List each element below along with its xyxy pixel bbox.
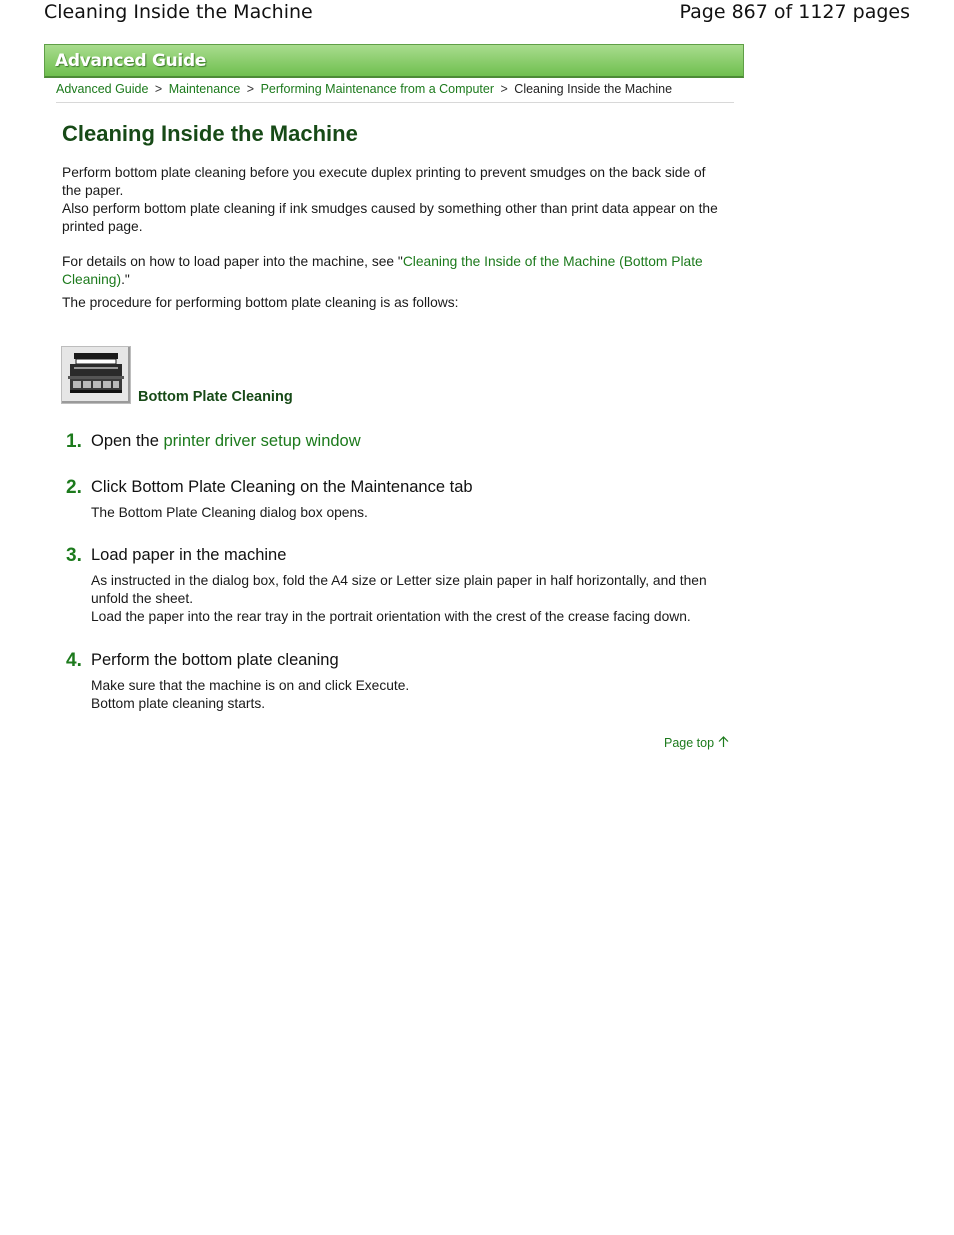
step-title: Open the printer driver setup window: [91, 432, 361, 450]
breadcrumb-separator: >: [154, 82, 163, 96]
breadcrumb-link-performing-maintenance[interactable]: Performing Maintenance from a Computer: [260, 82, 495, 96]
breadcrumb-link-maintenance[interactable]: Maintenance: [168, 82, 241, 96]
banner-label: Advanced Guide: [55, 51, 207, 71]
step-number: 2.: [66, 477, 82, 498]
step-number: 1.: [66, 431, 82, 452]
details-suffix: .": [121, 272, 130, 287]
intro-paragraph-2: Also perform bottom plate cleaning if ink smudges caused by something other than print data appear on the printed page.: [62, 201, 718, 234]
page-counter: Page 867 of 1127 pages: [679, 1, 910, 23]
arrow-up-icon: [718, 736, 729, 748]
step-title: Perform the bottom plate cleaning: [91, 651, 339, 669]
procedure-intro: The procedure for performing bottom plate cleaning is as follows:: [62, 295, 459, 310]
page-top-link[interactable]: [664, 736, 729, 750]
section-heading: Bottom Plate Cleaning: [138, 389, 293, 405]
document-title: Cleaning Inside the Machine: [44, 1, 313, 23]
bottom-plate-cleaning-link[interactable]: Cleaning the Inside of the Machine (Bottom Plate Cleaning): [62, 254, 703, 287]
breadcrumb-separator: >: [246, 82, 255, 96]
step-description: Make sure that the machine is on and click Execute. Bottom plate cleaning starts.: [91, 678, 410, 711]
details-prefix: For details on how to load paper into the machine, see ": [62, 254, 403, 269]
article-body: [62, 164, 727, 312]
printer-icon-graphic: [62, 347, 130, 403]
intro-paragraph-1: Perform bottom plate cleaning before you execute duplex printing to prevent smudges on the back side of the paper.: [62, 165, 706, 198]
page-title: Cleaning Inside the Machine: [62, 121, 358, 146]
printer-maintenance-icon: [61, 346, 131, 404]
page-top-label: Page top: [664, 736, 715, 750]
advanced-guide-banner: [44, 44, 744, 78]
printer-driver-setup-link[interactable]: printer driver setup window: [163, 432, 361, 450]
breadcrumb-link-advanced-guide[interactable]: Advanced Guide: [56, 82, 149, 96]
step-number: 4.: [66, 650, 82, 671]
step-title: Load paper in the machine: [91, 546, 287, 564]
breadcrumb-current: Cleaning Inside the Machine: [514, 82, 673, 96]
breadcrumb-separator: >: [500, 82, 508, 96]
step-description: The Bottom Plate Cleaning dialog box opens.: [91, 505, 368, 520]
step-description: As instructed in the dialog box, fold the A4 size or Letter size plain paper in half horizontally, and then unfold the sheet. Load the paper into the rear tray in the portrait orientation with the crest of the crease facing down.: [91, 573, 707, 624]
step-title: Click Bottom Plate Cleaning on the Maintenance tab: [91, 478, 473, 496]
details-paragraph: [62, 253, 727, 289]
step-number: 3.: [66, 545, 82, 566]
breadcrumb: [56, 82, 734, 103]
